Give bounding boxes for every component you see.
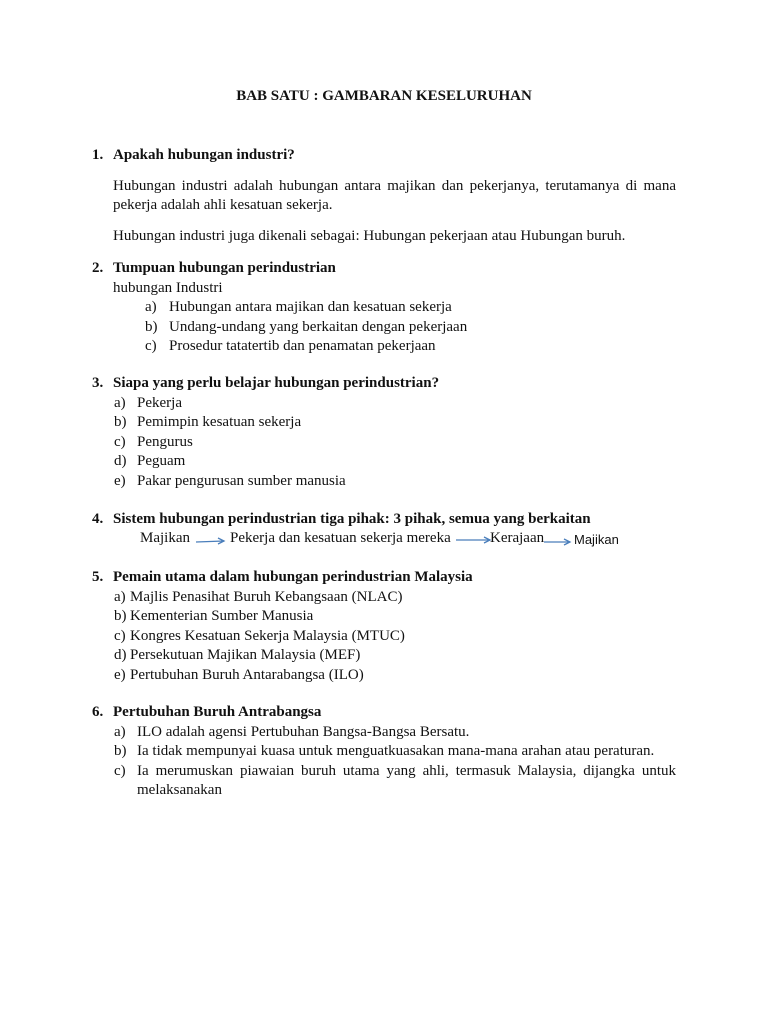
list-text: Pakar pengurusan sumber manusia <box>137 472 346 489</box>
list-item <box>114 413 676 433</box>
section-1-title: Apakah hubungan industri? <box>113 147 295 163</box>
chain-majikan: Majikan <box>140 530 190 546</box>
section-5-list <box>114 588 676 686</box>
list-marker: c) <box>145 338 157 354</box>
list-text: Persekutuan Majikan Malaysia (MEF) <box>130 647 361 663</box>
section-5 <box>92 568 676 685</box>
section-5-heading <box>92 568 676 588</box>
section-6 <box>92 703 676 801</box>
list-text: Prosedur tatatertib dan penamatan pekerjaan <box>169 338 436 354</box>
section-1 <box>92 146 676 246</box>
chapter-title: BAB SATU : GAMBARAN KESELURUHAN <box>236 88 532 104</box>
list-text: Hubungan antara majikan dan kesatuan sekerja <box>169 299 452 315</box>
section-5-number: 5. <box>92 569 104 585</box>
section-3-heading <box>92 374 676 394</box>
list-item <box>114 433 676 453</box>
section-6-heading <box>92 703 676 723</box>
list-item <box>114 588 676 608</box>
section-5-title: Pemain utama dalam hubungan perindustrian Malaysia <box>113 569 473 585</box>
section-2-title: Tumpuan hubungan perindustrian <box>113 260 336 276</box>
section-1-heading <box>92 146 676 166</box>
section-3-list <box>114 394 676 492</box>
list-marker: b) <box>114 414 127 430</box>
list-item <box>114 762 676 801</box>
list-text: Kongres Kesatuan Sekerja Malaysia (MTUC) <box>130 627 405 644</box>
list-marker: c) <box>114 433 126 450</box>
list-marker: b) <box>145 318 158 335</box>
section-1-paragraph-2: Hubungan industri juga dikenali sebagai: Hubungan pekerjaan atau Hubungan buruh. <box>113 227 626 244</box>
section-4-title: Sistem hubungan perindustrian tiga pihak: 3 pihak, semua yang berkaitan <box>113 511 591 527</box>
list-item <box>114 723 676 743</box>
list-marker: b) <box>114 608 127 624</box>
list-marker: d) <box>114 647 127 663</box>
list-text: Ia merumuskan piawaian buruh utama yang ahli, termasuk Malaysia, dijangka untuk melaksanakan <box>137 762 676 798</box>
section-2-list <box>145 298 676 357</box>
section-3-number: 3. <box>92 375 104 391</box>
list-item <box>145 318 676 338</box>
chain-arrows <box>140 529 580 553</box>
list-item <box>114 666 676 686</box>
list-text: Pekerja <box>137 394 182 411</box>
list-text: Pemimpin kesatuan sekerja <box>137 414 302 430</box>
arrow-icon <box>196 538 224 544</box>
list-marker: a) <box>114 588 126 605</box>
chain-kerajaan: Kerajaan <box>490 530 545 546</box>
list-item <box>114 472 676 492</box>
section-2-number: 2. <box>92 260 104 276</box>
list-text: Pertubuhan Buruh Antarabangsa (ILO) <box>130 666 364 683</box>
chain-majikan-end: Majikan <box>574 532 619 547</box>
list-marker: c) <box>114 762 126 779</box>
list-item <box>114 607 676 627</box>
list-item <box>114 742 676 762</box>
list-marker: e) <box>114 666 126 683</box>
list-marker: a) <box>145 299 157 315</box>
section-6-number: 6. <box>92 704 104 720</box>
section-3-title: Siapa yang perlu belajar hubungan perindustrian? <box>113 375 440 391</box>
section-4 <box>92 510 676 530</box>
list-marker: b) <box>114 743 127 759</box>
section-4-number: 4. <box>92 511 104 527</box>
list-text: Pengurus <box>137 433 193 450</box>
list-text: Majlis Penasihat Buruh Kebangsaan (NLAC) <box>130 588 403 605</box>
list-text: Kementerian Sumber Manusia <box>130 608 314 624</box>
section-1-number: 1. <box>92 147 104 163</box>
list-marker: c) <box>114 627 126 644</box>
section-2 <box>92 259 676 357</box>
list-item <box>114 627 676 647</box>
section-2-subheading: hubungan Industri <box>113 279 223 296</box>
list-marker: a) <box>114 394 126 411</box>
list-item <box>114 646 676 666</box>
arrow-icon <box>544 539 570 545</box>
section-1-paragraph-1: Hubungan industri adalah hubungan antara majikan dan pekerjanya, terutamanya di mana pekerja adalah ahli kesatuan sekerja. <box>113 177 676 213</box>
arrow-icon <box>456 537 490 543</box>
list-marker: e) <box>114 472 126 489</box>
section-4-heading <box>92 510 676 530</box>
list-item <box>114 394 676 414</box>
list-item <box>145 337 676 357</box>
section-3 <box>92 374 676 491</box>
list-text: Undang-undang yang berkaitan dengan pekerjaan <box>169 318 468 335</box>
list-item <box>114 452 676 472</box>
section-6-title: Pertubuhan Buruh Antrabangsa <box>113 704 322 720</box>
chain-pekerja-kesatuan: Pekerja dan kesatuan sekerja mereka <box>230 530 451 546</box>
list-marker: a) <box>114 723 126 740</box>
list-item <box>145 298 676 318</box>
list-marker: d) <box>114 453 127 469</box>
section-2-heading <box>92 259 676 279</box>
list-text: ILO adalah agensi Pertubuhan Bangsa-Bangsa Bersatu. <box>137 723 470 740</box>
section-6-list <box>114 723 676 801</box>
list-text: Ia tidak mempunyai kuasa untuk menguatkuasakan mana-mana arahan atau peraturan. <box>137 743 655 759</box>
list-text: Peguam <box>137 453 186 469</box>
